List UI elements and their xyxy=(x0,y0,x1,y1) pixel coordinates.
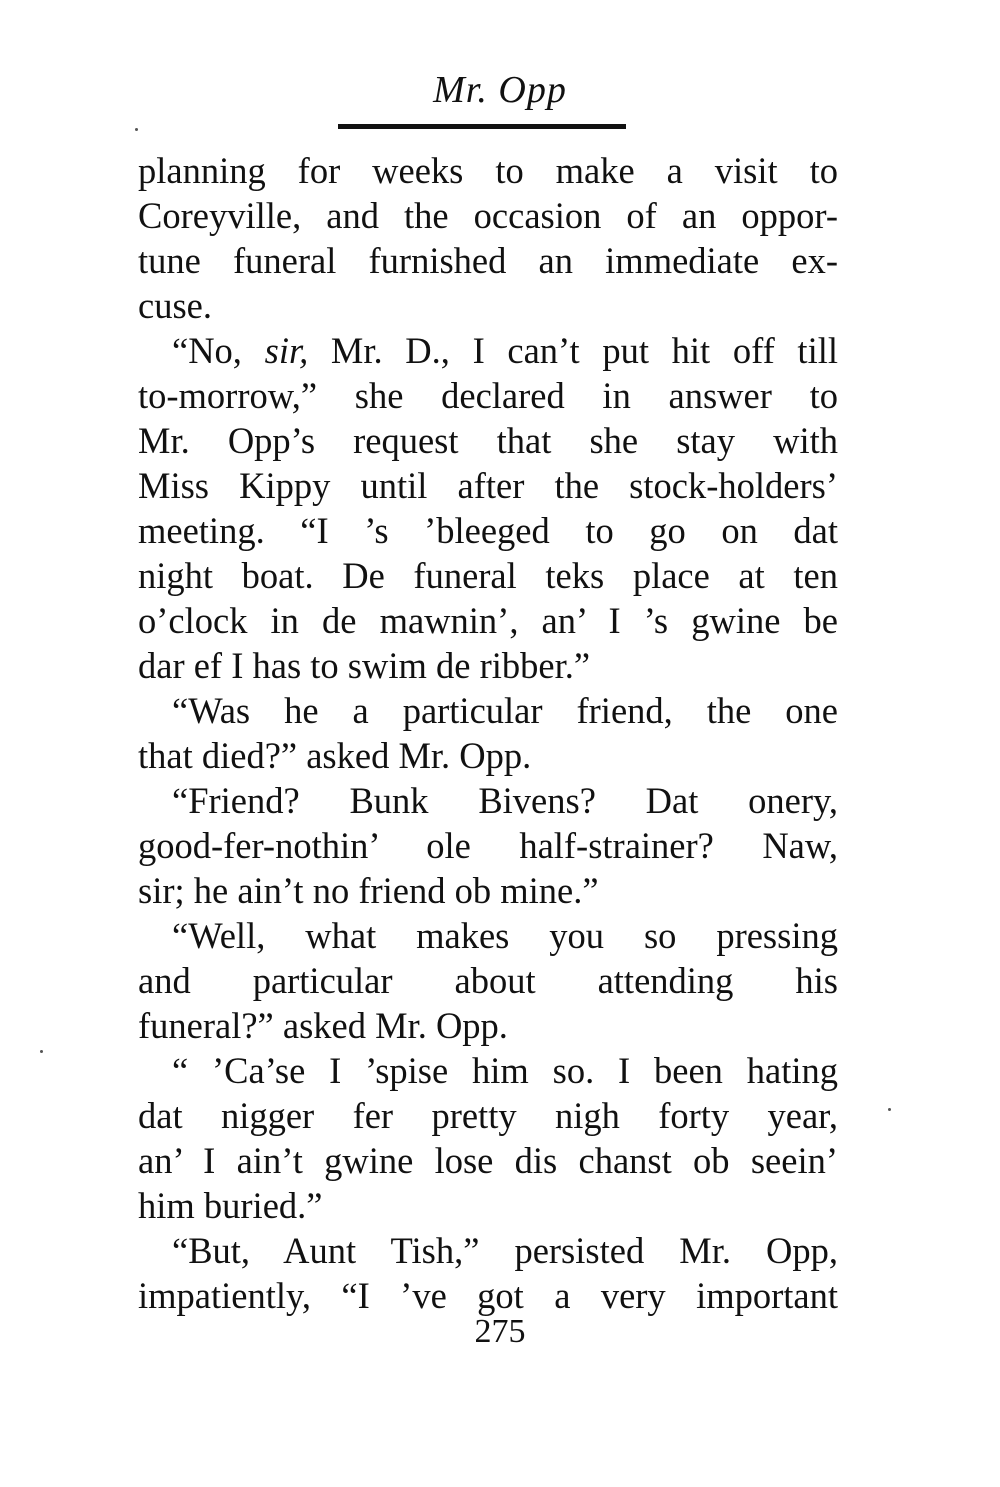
text-line: “Well, what makes you so pressing xyxy=(172,915,838,956)
text-line: and particular about attending his xyxy=(138,960,838,1001)
text-line: Coreyville, and the occasion of an oppor- xyxy=(138,195,838,236)
text-line: to-morrow,” she declared in answer to xyxy=(138,375,838,416)
text-line: good-fer-nothin’ ole half-strainer? Naw, xyxy=(138,825,838,866)
text-line: that died?” asked Mr. Opp. xyxy=(138,735,532,776)
text-line: an’ I ain’t gwine lose dis chanst ob seein’ xyxy=(138,1140,838,1181)
body-text xyxy=(138,148,838,1318)
text-line: o’clock in de mawnin’, an’ I ’s gwine be xyxy=(138,600,838,641)
text-line: meeting. “I ’s ’bleeged to go on dat xyxy=(138,510,838,551)
text-line: Miss Kippy until after the stock-holders’ xyxy=(138,465,838,506)
text-line: impatiently, “I ’ve got a very important xyxy=(138,1275,838,1316)
scan-speck xyxy=(135,128,138,131)
text-line: “No, sir, Mr. D., I can’t put hit off till xyxy=(172,330,838,371)
text-line: dar ef I has to swim de ribber.” xyxy=(138,645,591,686)
text-line: him buried.” xyxy=(138,1185,323,1226)
text-line: night boat. De funeral teks place at ten xyxy=(138,555,838,596)
text-line: “Friend? Bunk Bivens? Dat onery, xyxy=(172,780,838,821)
scan-speck xyxy=(40,1050,43,1053)
text-line: dat nigger fer pretty nigh forty year, xyxy=(138,1095,838,1136)
page-number: 275 xyxy=(474,1313,526,1350)
text-line: funeral?” asked Mr. Opp. xyxy=(138,1005,508,1046)
text-line: planning for weeks to make a visit to xyxy=(138,150,838,191)
text-line: sir; he ain’t no friend ob mine.” xyxy=(138,870,599,911)
text-line: tune funeral furnished an immediate ex- xyxy=(138,240,838,281)
text-line: “But, Aunt Tish,” persisted Mr. Opp, xyxy=(172,1230,838,1271)
text-line: “ ’Ca’se I ’spise him so. I been hating xyxy=(172,1050,838,1091)
scan-speck xyxy=(888,1108,891,1111)
text-line: Mr. Opp’s request that she stay with xyxy=(138,420,838,461)
italic-emphasis: sir, xyxy=(264,330,309,371)
running-head: Mr. Opp xyxy=(433,69,567,111)
head-rule xyxy=(338,124,626,129)
text-line: cuse. xyxy=(138,285,212,326)
text-line: “Was he a particular friend, the one xyxy=(172,690,838,731)
